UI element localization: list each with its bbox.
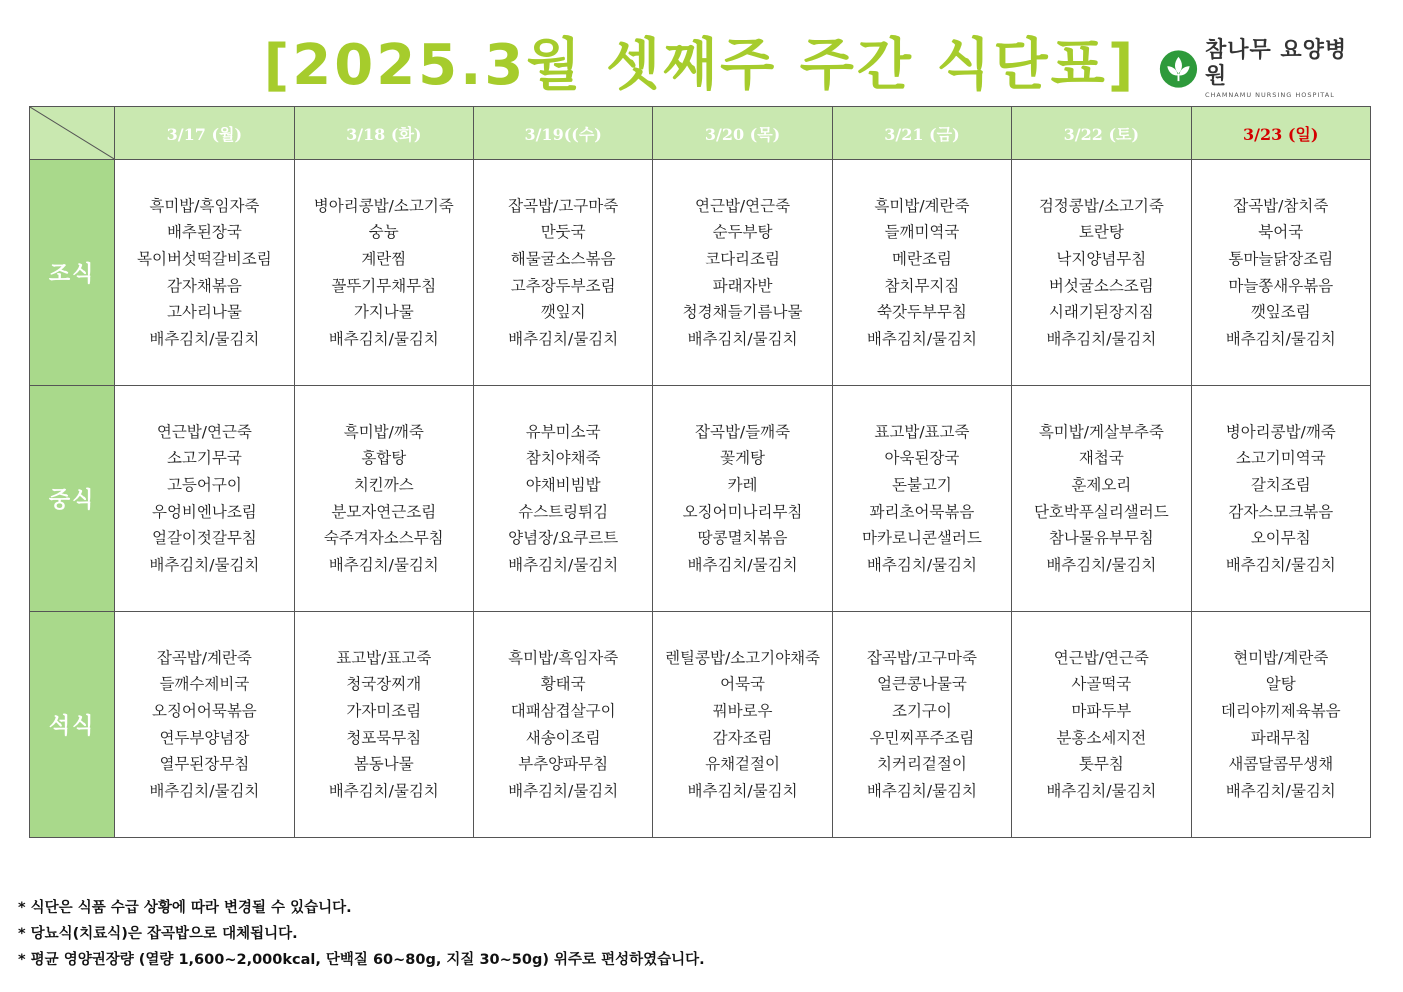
menu-item: 야채비빔밥 (525, 475, 601, 494)
menu-item: 흑미밥/흑임자죽 (508, 648, 619, 667)
menu-item: 고추장두부조림 (510, 276, 616, 295)
day-header-wed: 3/19((수) (473, 107, 652, 160)
menu-item: 참치무지짐 (884, 276, 960, 295)
menu-item: 쑥갓두부무침 (877, 303, 967, 322)
day-header-row (30, 107, 1371, 160)
menu-item: 목이버섯떡갈비조림 (137, 249, 272, 268)
menu-item: 꿔바로우 (712, 701, 773, 720)
menu-item: 파래무침 (1250, 728, 1311, 747)
meal-label: 조식 (30, 160, 115, 386)
meal-row-lunch (30, 386, 1371, 612)
menu-cell (294, 160, 473, 386)
menu-item: 연근밥/연근죽 (695, 196, 791, 215)
menu-item: 잡곡밥/들깨죽 (695, 422, 791, 441)
menu-item: 배추김치/물김치 (1225, 781, 1336, 800)
menu-item: 배추김치/물김치 (149, 555, 260, 574)
day-header-sat: 3/22 (토) (1012, 107, 1191, 160)
menu-item: 데리야끼제육볶음 (1220, 701, 1341, 720)
menu-item: 알탕 (1265, 675, 1296, 694)
day-header-tue: 3/18 (화) (294, 107, 473, 160)
menu-item: 배추김치/물김치 (866, 329, 977, 348)
menu-item: 병아리콩밥/소고기죽 (313, 196, 454, 215)
menu-item: 부추양파무침 (518, 755, 609, 774)
menu-item: 잡곡밥/참치죽 (1233, 196, 1329, 215)
menu-item: 마카로니콘샐러드 (862, 529, 982, 548)
menu-item: 낙지양념무침 (1056, 249, 1147, 268)
day-header-sun: 3/23 (일) (1191, 107, 1370, 160)
menu-item: 흑미밥/계란죽 (874, 196, 970, 215)
menu-cell (653, 386, 832, 612)
menu-item: 꽃게탕 (720, 449, 766, 468)
menu-item: 코다리조림 (705, 249, 780, 268)
logo-name-english: CHAMNAMU NURSING HOSPITAL (1204, 91, 1335, 99)
menu-item: 배추된장국 (166, 223, 242, 242)
menu-item: 메란조림 (891, 249, 952, 268)
notes (18, 895, 1018, 973)
table-corner (30, 107, 115, 160)
menu-cell (1012, 612, 1191, 838)
menu-item: 연근밥/연근죽 (156, 422, 252, 441)
menu-item: 토란탕 (1078, 223, 1124, 242)
note-line: * 당뇨식(치료식)은 잡곡밥으로 대체됩니다. (18, 926, 298, 942)
day-header-thu: 3/20 (목) (653, 107, 832, 160)
menu-item: 새송이조림 (525, 728, 601, 747)
page-title: [2025.3월 셋째주 주간 식단표] (263, 33, 1137, 98)
menu-item: 사골떡국 (1071, 675, 1132, 694)
menu-item: 유채겉절이 (705, 755, 780, 774)
menu-cell (832, 386, 1011, 612)
menu-item: 배추김치/물김치 (1225, 329, 1336, 348)
menu-item: 홍합탕 (361, 449, 407, 468)
menu-cell (473, 612, 652, 838)
meal-row-dinner (30, 612, 1371, 838)
menu-item: 고등어구이 (166, 475, 242, 494)
menu-item: 봄동나물 (353, 755, 414, 774)
menu-cell (473, 160, 652, 386)
day-header-fri: 3/21 (금) (832, 107, 1011, 160)
menu-item: 배추김치/물김치 (687, 329, 798, 348)
menu-item: 잡곡밥/계란죽 (156, 648, 252, 667)
menu-item: 치커리겉절이 (877, 755, 967, 774)
day-header-mon: 3/17 (월) (115, 107, 294, 160)
menu-item: 연두부양념장 (159, 728, 250, 747)
meal-row-breakfast (30, 160, 1371, 386)
menu-item: 톳무침 (1078, 755, 1124, 774)
menu-item: 감자스모크볶음 (1228, 502, 1334, 521)
menu-item: 현미밥/계란죽 (1233, 648, 1329, 667)
menu-item: 배추김치/물김치 (328, 781, 439, 800)
menu-item: 배추김치/물김치 (1225, 555, 1336, 574)
menu-item: 청국장찌개 (346, 675, 422, 694)
menu-cell (653, 160, 832, 386)
menu-item: 연근밥/연근죽 (1053, 648, 1149, 667)
menu-item: 오징어미나리무침 (682, 502, 803, 521)
menu-item: 아욱된장국 (884, 449, 960, 468)
menu-cell (473, 386, 652, 612)
menu-item: 돈불고기 (891, 475, 952, 494)
menu-item: 배추김치/물김치 (1046, 555, 1157, 574)
menu-item: 병아리콩밥/깨죽 (1225, 422, 1336, 441)
menu-item: 우엉비엔나조림 (151, 502, 257, 521)
menu-item: 황태국 (540, 675, 586, 694)
menu-item: 분홍소세지전 (1056, 728, 1147, 747)
menu-cell (115, 386, 294, 612)
menu-item: 배추김치/물김치 (687, 781, 798, 800)
menu-item: 렌틸콩밥/소고기야채죽 (665, 648, 821, 667)
menu-item: 소고기미역국 (1235, 449, 1326, 468)
menu-item: 표고밥/표고죽 (336, 648, 432, 667)
menu-item: 단호박푸실리샐러드 (1033, 502, 1169, 521)
menu-item: 깻잎조림 (1250, 303, 1311, 322)
hospital-logo (1158, 38, 1358, 99)
menu-body (30, 160, 1371, 838)
logo-name-korean: 참나무 요양병원 (1204, 38, 1348, 89)
note-line: * 평균 영양권장량 (열량 1,600~2,000kcal, 단백질 60~80g, 지질 30~50g) 위주로 편성하였습니다. (18, 952, 705, 968)
menu-item: 북어국 (1258, 223, 1304, 242)
menu-item: 표고밥/표고죽 (874, 422, 970, 441)
menu-item: 고사리나물 (166, 303, 242, 322)
menu-item: 청경채들기름나물 (682, 303, 803, 322)
menu-item: 배추김치/물김치 (328, 329, 439, 348)
menu-item: 숙주겨자소스무침 (323, 529, 444, 548)
menu-item: 가지나물 (353, 303, 414, 322)
menu-item: 대패삼겹살구이 (510, 701, 616, 720)
menu-item: 꽈리초어묵볶음 (869, 502, 975, 521)
menu-item: 잡곡밥/고구마죽 (508, 196, 619, 215)
menu-item: 시래기된장지짐 (1048, 303, 1154, 322)
menu-item: 분모자연근조림 (331, 502, 437, 521)
menu-item: 감자채볶음 (166, 276, 242, 295)
menu-item: 우민찌푸주조림 (869, 728, 975, 747)
menu-item: 유부미소국 (525, 422, 601, 441)
menu-item: 배추김치/물김치 (508, 781, 619, 800)
menu-item: 파래자반 (712, 276, 773, 295)
menu-cell (294, 612, 473, 838)
menu-item: 계란찜 (361, 249, 407, 268)
menu-item: 참치야채죽 (525, 449, 601, 468)
menu-item: 얼갈이젓갈무침 (151, 529, 257, 548)
menu-item: 들깨미역국 (884, 223, 960, 242)
leaf-logo-icon (1158, 47, 1199, 91)
menu-item: 감자조림 (712, 728, 773, 747)
menu-item: 통마늘닭장조림 (1228, 249, 1334, 268)
menu-cell (653, 612, 832, 838)
menu-item: 훈제오리 (1071, 475, 1132, 494)
menu-item: 마늘쫑새우볶음 (1228, 276, 1334, 295)
menu-item: 검정콩밥/소고기죽 (1038, 196, 1164, 215)
menu-item: 숭늉 (368, 223, 399, 242)
menu-item: 배추김치/물김치 (687, 555, 798, 574)
menu-item: 마파두부 (1071, 701, 1132, 720)
menu-item: 소고기무국 (166, 449, 242, 468)
menu-item: 배추김치/물김치 (1046, 781, 1157, 800)
note-line: * 식단은 식품 수급 상황에 따라 변경될 수 있습니다. (18, 900, 352, 916)
menu-item: 흑미밥/깨죽 (343, 422, 424, 441)
menu-item: 깻잎지 (540, 303, 586, 322)
menu-item: 참나물유부무침 (1048, 529, 1154, 548)
menu-item: 들깨수제비국 (159, 675, 250, 694)
menu-item: 배추김치/물김치 (149, 781, 260, 800)
menu-item: 해물굴소스볶음 (510, 249, 616, 268)
menu-cell (1191, 612, 1370, 838)
menu-cell (1012, 160, 1191, 386)
menu-item: 배추김치/물김치 (866, 555, 977, 574)
menu-item: 배추김치/물김치 (149, 329, 260, 348)
menu-item: 배추김치/물김치 (508, 555, 619, 574)
menu-item: 카레 (727, 475, 758, 494)
menu-cell (115, 160, 294, 386)
menu-item: 꼴뚜기무채무침 (331, 276, 437, 295)
menu-item: 버섯굴소스조림 (1048, 276, 1154, 295)
menu-item: 흑미밥/흑임자죽 (149, 196, 260, 215)
menu-item: 양념장/요쿠르트 (508, 529, 619, 548)
menu-item: 청포묵무침 (346, 728, 422, 747)
menu-item: 갈치조림 (1250, 475, 1311, 494)
weekly-menu-table (29, 106, 1371, 838)
menu-item: 가자미조림 (346, 701, 422, 720)
menu-item: 열무된장무침 (159, 755, 250, 774)
menu-item: 배추김치/물김치 (508, 329, 619, 348)
menu-item: 치킨까스 (353, 475, 414, 494)
menu-cell (832, 612, 1011, 838)
menu-item: 슈스트링튀김 (518, 502, 609, 521)
menu-item: 어묵국 (720, 675, 766, 694)
menu-cell (1191, 160, 1370, 386)
meal-label: 중식 (30, 386, 115, 612)
menu-item: 잡곡밥/고구마죽 (866, 648, 977, 667)
menu-item: 새콤달콤무생채 (1228, 755, 1334, 774)
menu-cell (294, 386, 473, 612)
menu-item: 배추김치/물김치 (1046, 329, 1157, 348)
meal-label: 석식 (30, 612, 115, 838)
menu-item: 조기구이 (891, 701, 952, 720)
menu-cell (115, 612, 294, 838)
menu-item: 만둣국 (540, 223, 586, 242)
menu-item: 얼큰콩나물국 (877, 675, 967, 694)
menu-item: 흑미밥/게살부추죽 (1038, 422, 1164, 441)
menu-item: 순두부탕 (712, 223, 773, 242)
menu-item: 배추김치/물김치 (328, 555, 439, 574)
menu-item: 재첩국 (1078, 449, 1124, 468)
menu-cell (1012, 386, 1191, 612)
menu-cell (1191, 386, 1370, 612)
menu-cell (832, 160, 1011, 386)
menu-item: 배추김치/물김치 (866, 781, 977, 800)
menu-item: 오이무침 (1250, 529, 1311, 548)
menu-item: 오징어어묵볶음 (151, 701, 257, 720)
corner-diagonal (30, 107, 114, 159)
menu-item: 땅콩멸치볶음 (697, 529, 788, 548)
